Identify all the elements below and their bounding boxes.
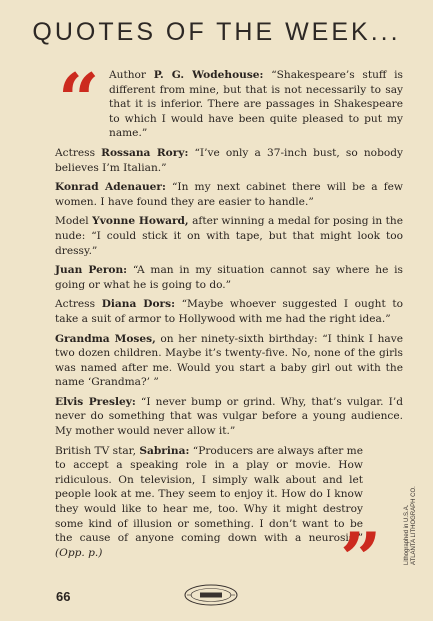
quote-text: “In my next cabinet there will be a few women. I have found they are easier to handle.” — [55, 181, 403, 208]
page-title: QUOTES OF THE WEEK... — [32, 18, 401, 46]
quote-item — [55, 297, 403, 326]
quote-prefix: Actress — [55, 146, 102, 159]
page-number: 66 — [56, 589, 71, 604]
quote-item — [55, 214, 403, 258]
quote-item — [55, 263, 403, 292]
quote-text: “Maybe whoever suggested I ought to take a suit of armor to Hollywood with me had the right idea.” — [55, 298, 403, 325]
quote-text: “A man in my situation cannot say where he is going or what he is going to do.” — [55, 264, 403, 291]
quote-text: on her ninety-sixth birthday: “I think I have two dozen children. Maybe it’s twenty-five. No, none of the girls was named after me. Would you start a baby girl out with the name ‘Grandma?’ ” — [55, 332, 404, 389]
quote-speaker: P. G. Wodehouse: — [153, 69, 264, 81]
quote-prefix: Author — [109, 69, 154, 81]
quote-item — [55, 68, 403, 141]
close-quote-mark-icon: ” — [340, 516, 382, 601]
quote-speaker: Elvis Presley: — [55, 395, 136, 408]
open-quote-mark-icon: “ — [58, 57, 100, 142]
quote-text: “I’ve only a 37-inch bust, so nobody believes I’m Italian.” — [55, 146, 403, 174]
quote-speaker: Juan Peron: — [55, 264, 128, 277]
quotes-list — [55, 68, 403, 565]
page-reference: (Opp. p.) — [55, 546, 103, 559]
quote-speaker: Rossana Rory: — [101, 146, 189, 159]
quote-text: after winning a medal for posing in the nude: “I could stick it on with tape, but that might look too dressy.” — [55, 215, 403, 257]
quote-speaker: Diana Dors: — [101, 298, 175, 311]
quote-speaker: Konrad Adenauer: — [55, 181, 166, 194]
quote-text: “Producers are always after me to accept a speaking role in a play or movie. How ridiculous. On television, I simply walk about and let people look at me. They seem to enjoy it. How do I know they would like to hear me, too. Why it might destroy some kind of illusion or something. I don’t want to be the cause of anyone coming down with a neurosis.” — [55, 444, 363, 545]
quote-prefix: Actress — [55, 298, 102, 311]
quote-item — [55, 332, 403, 390]
quote-speaker: Sabrina: — [139, 444, 190, 457]
quote-item — [55, 180, 403, 209]
printer-imprint — [404, 486, 418, 565]
quote-speaker: Grandma Moses, — [55, 332, 156, 345]
quote-speaker: Yvonne Howard, — [92, 215, 189, 228]
quote-item — [55, 395, 403, 439]
imprint-line: Lithographed in U.S.A. — [404, 504, 410, 565]
quote-text: “Shakespeare’s stuff is different from mine, but that is not necessarily to say that it is inferior. There are passages in Shakespeare to which I would have been quite pleased to put my name.” — [109, 69, 403, 140]
quote-item — [55, 146, 403, 175]
quote-prefix: Model — [55, 215, 93, 228]
imprint-line: ATLANTA LITHOGRAPH CO. — [411, 486, 417, 565]
quote-text: “I never bump or grind. Why, that’s vulgar. I’d never do something that was vulgar before a young audience. My mother would never allow it.” — [55, 395, 404, 438]
quote-prefix: British TV star, — [55, 444, 140, 457]
union-label-logo — [183, 583, 239, 607]
